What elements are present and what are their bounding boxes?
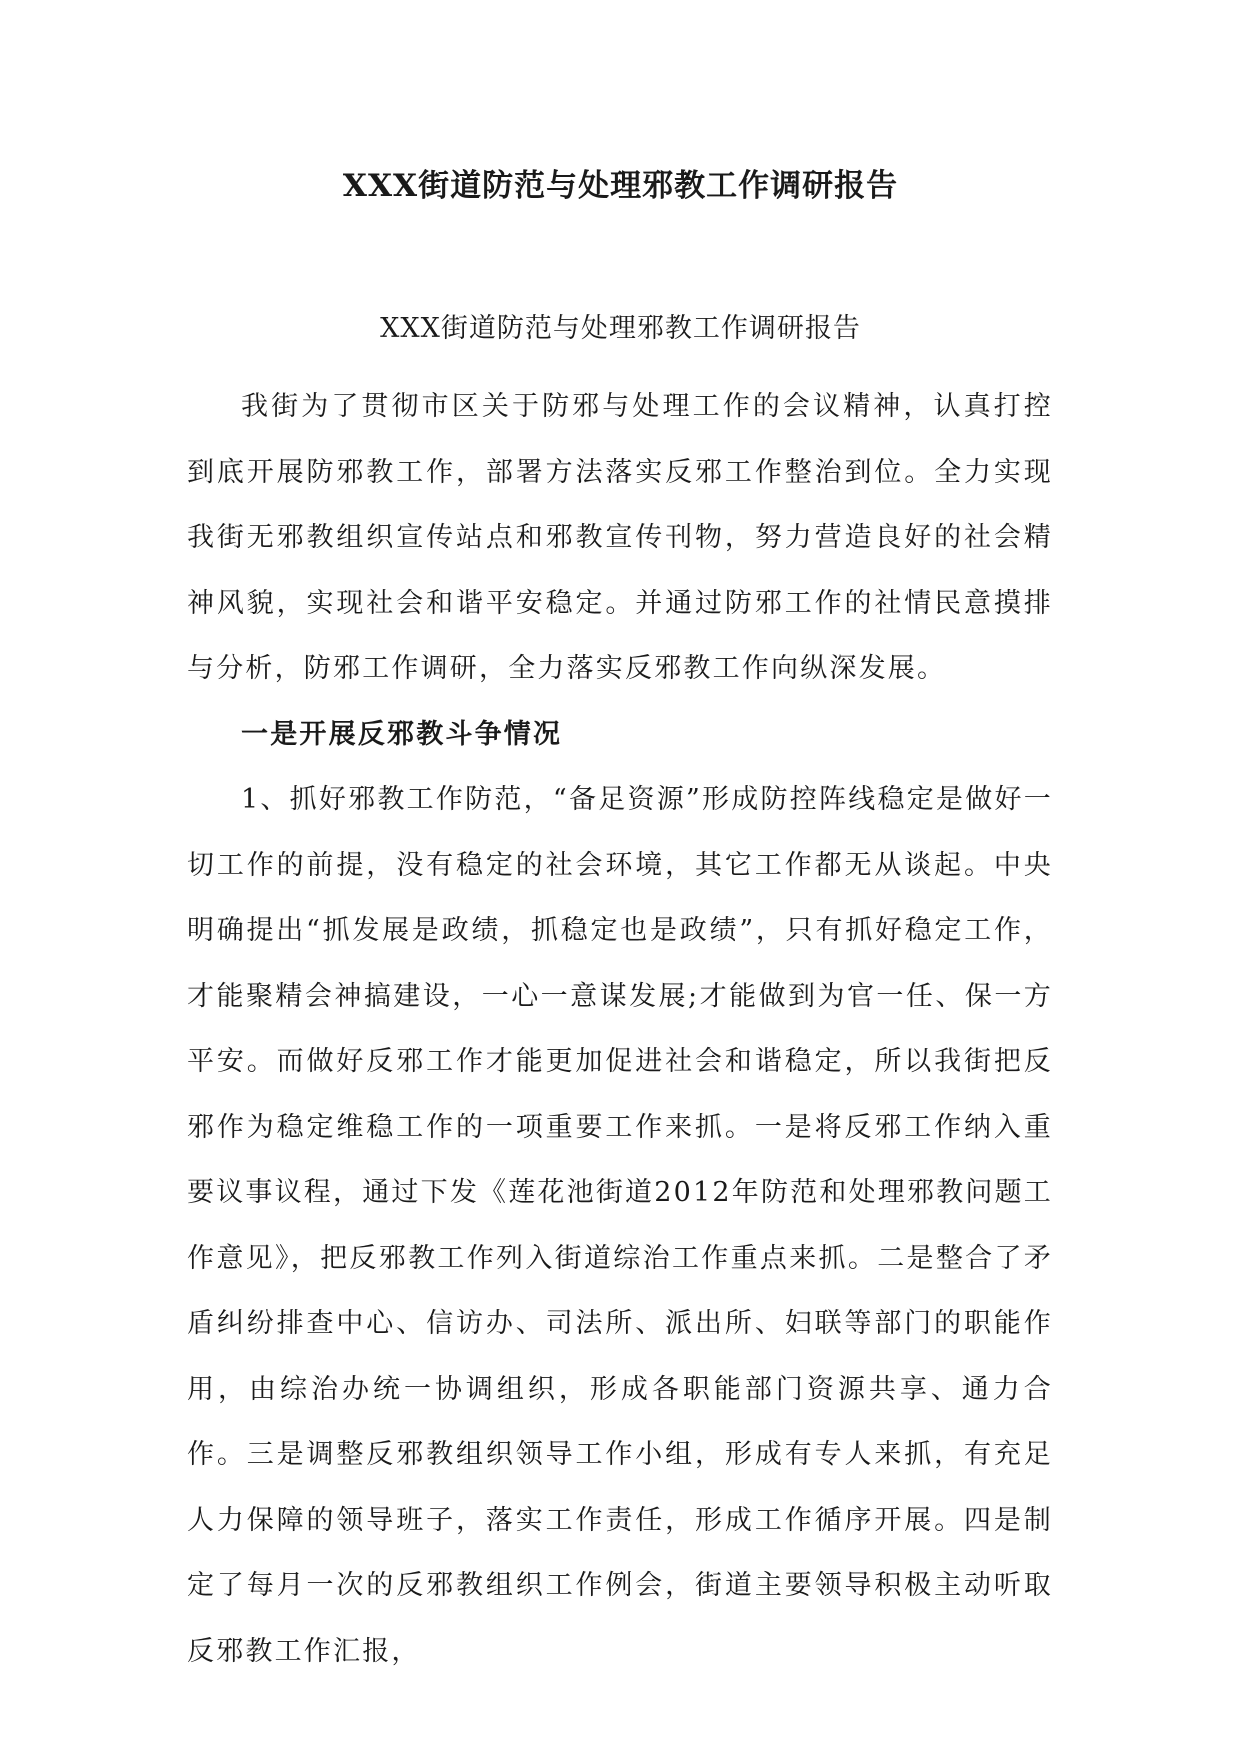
- document-title: XXX街道防范与处理邪教工作调研报告: [342, 168, 899, 204]
- document-body: [187, 374, 1053, 1684]
- intro-paragraph: 我街为了贯彻市区关于防邪与处理工作的会议精神，认真打控到底开展防邪教工作，部署方法落实反邪工作整治到位。全力实现我街无邪教组织宣传站点和邪教宣传刊物，努力营造良好的社会精神风貌，实现社会和谐平安稳定。并通过防邪工作的社情民意摸排与分析，防邪工作调研，全力落实反邪教工作向纵深发展。: [187, 391, 1053, 684]
- section-heading: 一是开展反邪教斗争情况: [241, 718, 563, 750]
- body-paragraph: 1、抓好邪教工作防范，“备足资源”形成防控阵线稳定是做好一切工作的前提，没有稳定的社会环境，其它工作都无从谈起。中央明确提出“抓发展是政绩，抓稳定也是政绩”，只有抓好稳定工作，才能聚精会神搞建设，一心一意谋发展;才能做到为官一任、保一方平安。而做好反邪工作才能更加促进社会和谐稳定，所以我街把反邪作为稳定维稳工作的一项重要工作来抓。一是将反邪工作纳入重要议事议程，通过下发《莲花池街道2012年防范和处理邪教问题工作意见》，把反邪教工作列入街道综治工作重点来抓。二是整合了矛盾纠纷排查中心、信访办、司法所、派出所、妇联等部门的职能作用，由综治办统一协调组织，形成各职能部门资源共享、通力合作。三是调整反邪教组织领导工作小组，形成有专人来抓，有充足人力保障的领导班子，落实工作责任，形成工作循序开展。四是制定了每月一次的反邪教组织工作例会，街道主要领导积极主动听取反邪教工作汇报，: [187, 784, 1053, 1667]
- document-subtitle: XXX街道防范与处理邪教工作调研报告: [380, 313, 861, 344]
